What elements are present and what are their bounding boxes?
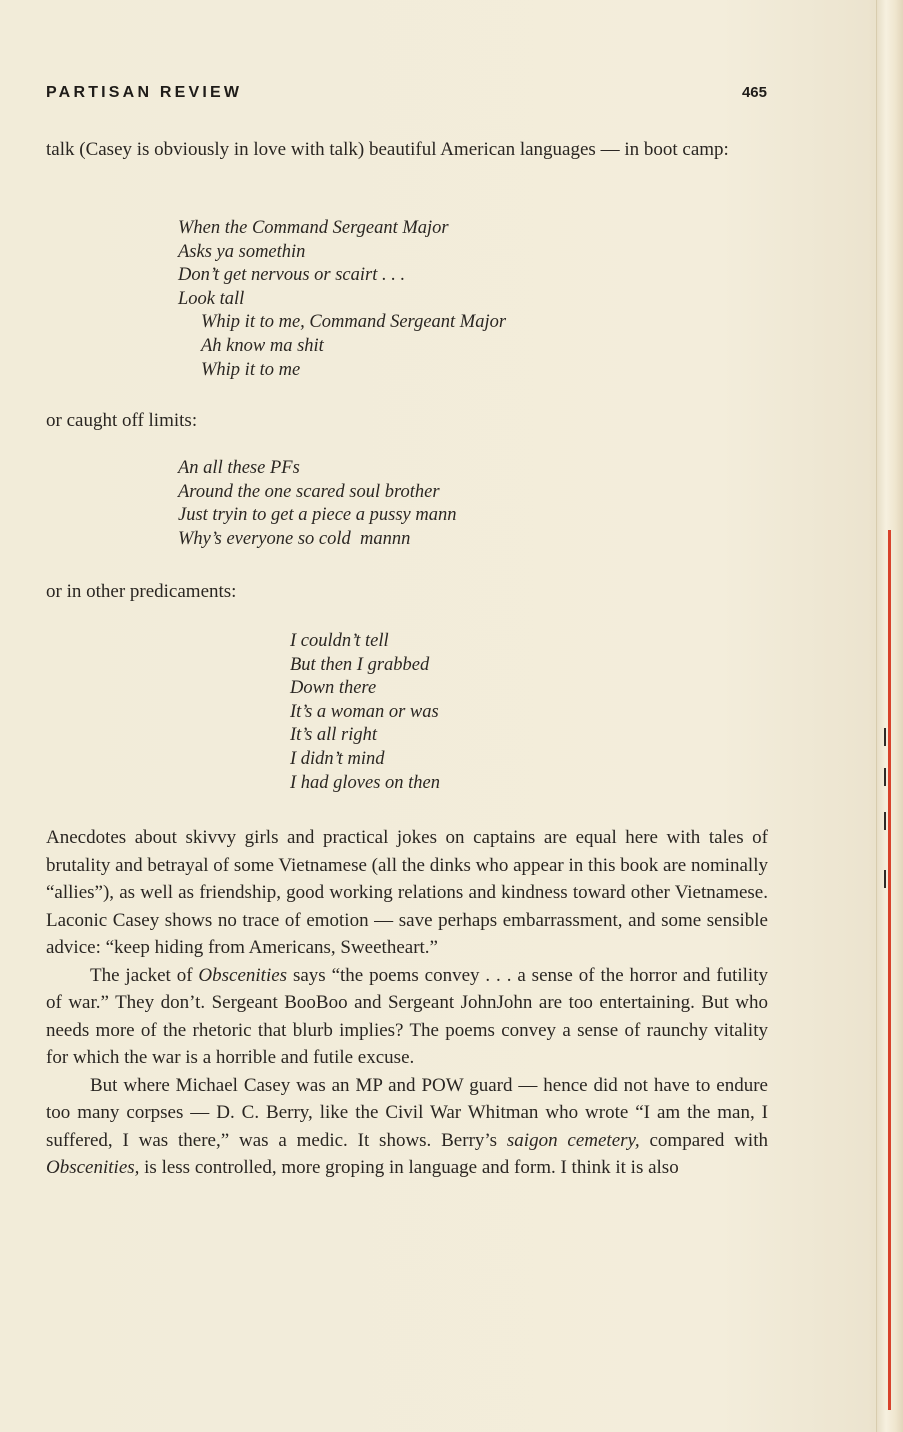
poem-line: Around the one scared soul brother bbox=[178, 481, 440, 502]
page-edge-mark bbox=[884, 768, 886, 786]
body-text bbox=[46, 824, 768, 1182]
intro-paragraph bbox=[46, 136, 768, 164]
poem-line: Whip it to me bbox=[201, 359, 301, 380]
running-head: PARTISAN REVIEW bbox=[46, 84, 243, 101]
poem-predicaments bbox=[290, 630, 440, 795]
page-edge-mark bbox=[884, 728, 886, 746]
paragraph-jacket bbox=[46, 962, 768, 1072]
bridge-text: or caught off limits: bbox=[46, 410, 198, 431]
poem-line: I had gloves on then bbox=[290, 772, 441, 793]
paragraph-text: The jacket of bbox=[90, 964, 199, 986]
poem-line: An all these PFs bbox=[178, 458, 300, 478]
book-title: saigon cemetery, bbox=[506, 1129, 640, 1151]
paragraph-berry bbox=[46, 1072, 768, 1182]
bridge-paragraph-2 bbox=[46, 578, 768, 606]
poem-line: I couldn’t tell bbox=[290, 631, 389, 651]
poem-line: But then I grabbed bbox=[290, 654, 430, 675]
paragraph-text: says “the poems convey . . . a sense of the horror and futility of war.” They don’t. Sergeant BooBoo and Sergeant JohnJohn are too entertaining. But who needs more of the rhetoric that blurb implies? The poems convey a sense of raunchy vitality for which the war is a horrible and futile excuse. bbox=[46, 964, 768, 1068]
book-title: Obscenities bbox=[198, 964, 288, 986]
poem-line: Why’s everyone so cold mannn bbox=[178, 528, 411, 549]
poem-line: Look tall bbox=[178, 288, 245, 309]
page-edge-mark bbox=[884, 870, 886, 888]
poem-line: It’s all right bbox=[290, 725, 378, 746]
poem-line: Ah know ma shit bbox=[201, 335, 324, 356]
poem-off-limits bbox=[178, 457, 456, 551]
book-title: Obscenities, bbox=[46, 1157, 140, 1178]
paragraph-text: compared with bbox=[639, 1129, 768, 1151]
intro-text: talk (Casey is obviously in love with talk) beautiful American languages — in boot camp: bbox=[46, 139, 729, 160]
poem-line: Asks ya somethin bbox=[178, 241, 306, 262]
page-edge-red-stripe bbox=[888, 530, 891, 1410]
paragraph-text: But where Michael Casey was an MP and POW guard — hence did not have to endure too many corpses — D. C. Berry, like the Civil War Whitman who wrote “I am the man, I suffered, I was there,” was a medic. It shows. Berry’s bbox=[46, 1074, 768, 1151]
page-number: 465 bbox=[741, 84, 767, 101]
poem-line: When the Command Sergeant Major bbox=[178, 218, 449, 238]
paragraph-text: is less controlled, more groping in language and form. I think it is also bbox=[139, 1157, 679, 1178]
page-edge-mark bbox=[884, 812, 886, 830]
poem-line: Just tryin to get a piece a pussy mann bbox=[178, 505, 457, 526]
page-header bbox=[46, 84, 767, 108]
bridge-text: or in other predicaments: bbox=[46, 581, 237, 602]
poem-line: I didn’t mind bbox=[290, 748, 385, 769]
poem-line: Down there bbox=[290, 678, 377, 699]
poem-line: Don’t get nervous or scairt . . . bbox=[178, 265, 406, 286]
bridge-paragraph-1 bbox=[46, 407, 768, 435]
poem-line: Whip it to me, Command Sergeant Major bbox=[201, 312, 507, 333]
poem-boot-camp bbox=[178, 217, 506, 382]
paragraph-anecdotes: Anecdotes about skivvy girls and practical jokes on captains are equal here with tales of brutality and betrayal of some Vietnamese (all the dinks who appear in this book are nominally “allies”), as well as friendship, good working relations and kindness toward other Vietnamese. Laconic Casey shows no trace of emotion — save perhaps embarrassment, and some sensible advice: “keep hiding from Americans, Sweetheart.” bbox=[46, 827, 768, 958]
poem-line: It’s a woman or was bbox=[290, 701, 439, 722]
